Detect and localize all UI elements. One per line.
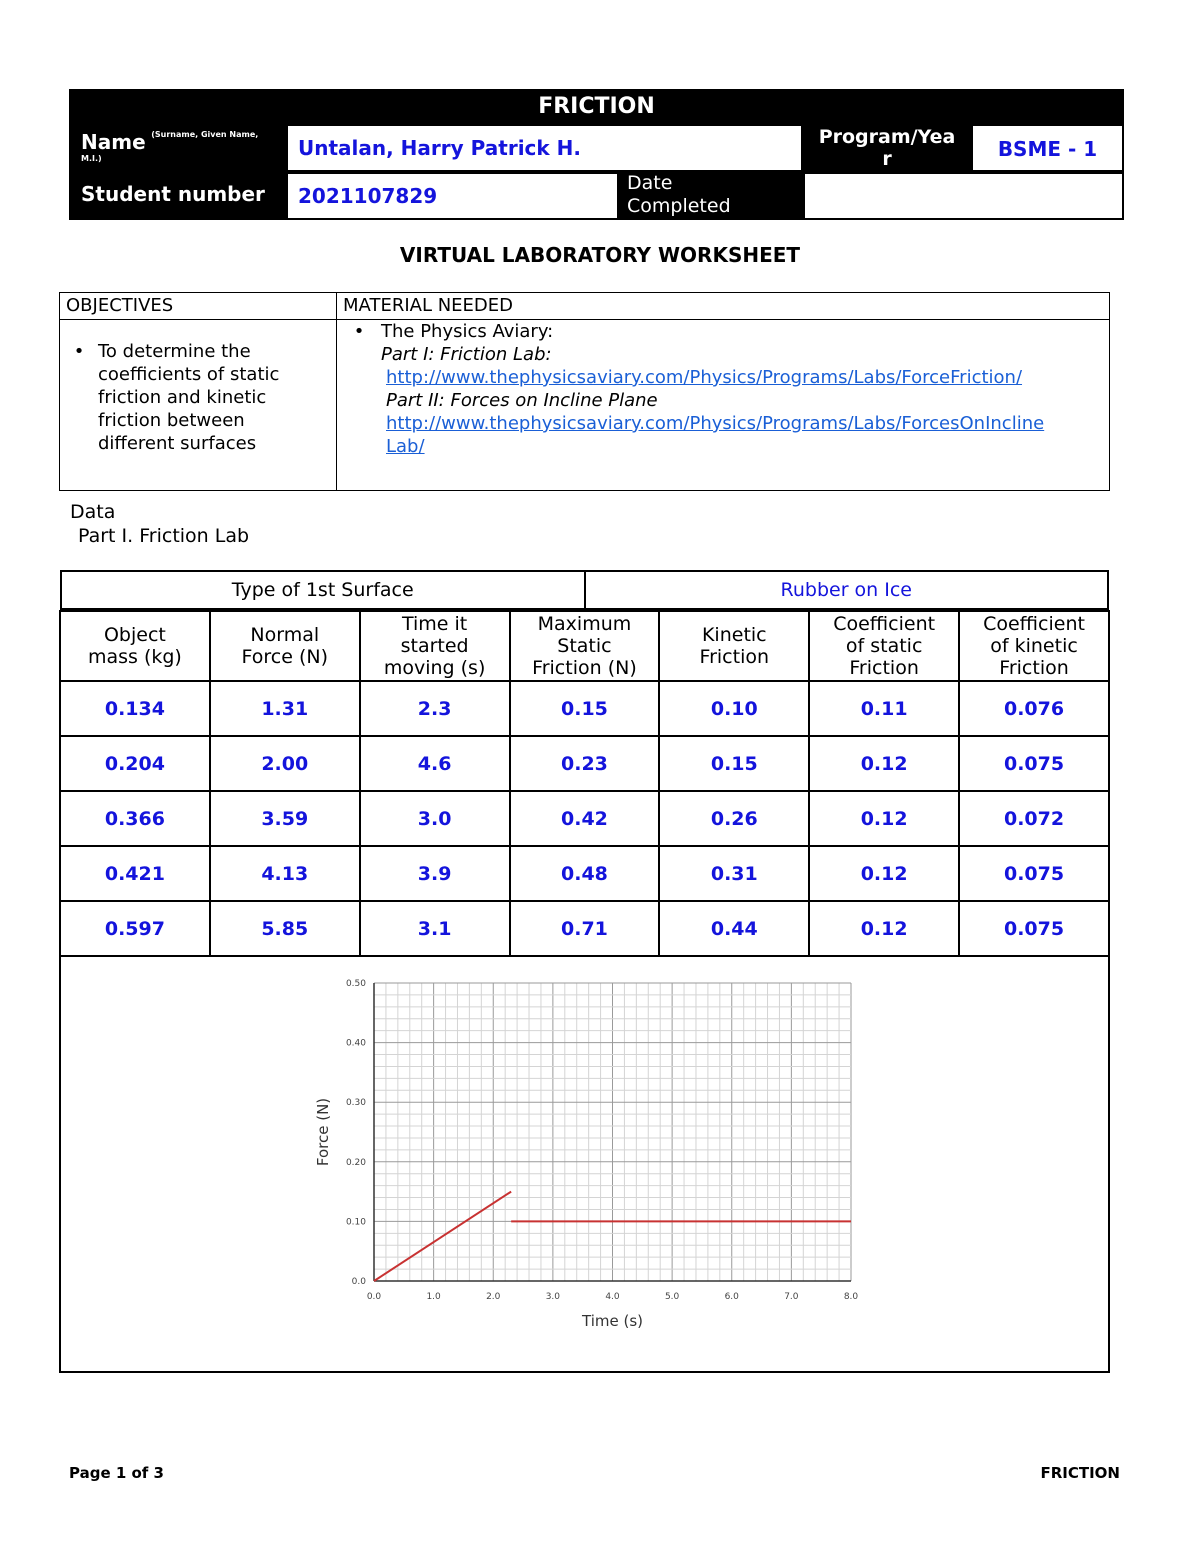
part1-heading: Part I. Friction Lab bbox=[78, 525, 250, 547]
table-cell: 0.134 bbox=[60, 681, 210, 736]
table-row bbox=[60, 736, 1109, 791]
x-tick-label: 5.0 bbox=[664, 1292, 680, 1302]
part1-link[interactable]: http://www.thephysicsaviary.com/Physics/Programs/Labs/ForceFriction/ bbox=[386, 367, 1023, 388]
program-value-cell bbox=[971, 124, 1124, 172]
program-label-line-1: Program/Yea bbox=[818, 126, 956, 148]
materials-heading: MATERIAL NEEDED bbox=[337, 293, 1110, 320]
table-cell: 0.10 bbox=[659, 681, 809, 736]
objectives-text: To determine the coefficients of static friction and kinetic friction between different surfaces bbox=[98, 341, 280, 454]
column-header: Maximum Static Friction (N) bbox=[510, 611, 660, 681]
x-tick-label: 6.0 bbox=[724, 1292, 739, 1302]
y-tick-label: 0.10 bbox=[345, 1217, 366, 1228]
table-cell: 0.072 bbox=[959, 791, 1109, 846]
data-heading: Data bbox=[70, 501, 116, 523]
bullet-icon: • bbox=[353, 321, 365, 342]
bullet-icon: • bbox=[73, 341, 85, 362]
date-label-line-2: Completed bbox=[627, 195, 731, 217]
table-cell: 0.12 bbox=[809, 736, 959, 791]
student-number-label-cell bbox=[69, 172, 286, 220]
table-cell: 0.421 bbox=[60, 846, 210, 901]
name-value-cell bbox=[286, 124, 803, 172]
footer-label: FRICTION bbox=[1040, 1464, 1120, 1482]
table-cell: 0.23 bbox=[510, 736, 660, 791]
column-header: Object mass (kg) bbox=[60, 611, 210, 681]
table-row bbox=[60, 901, 1109, 956]
student-number-value-cell bbox=[286, 172, 619, 220]
table-cell: 0.075 bbox=[959, 901, 1109, 956]
x-tick-label: 7.0 bbox=[784, 1292, 799, 1302]
x-tick-label: 0.0 bbox=[366, 1292, 382, 1302]
table-cell: 3.59 bbox=[210, 791, 360, 846]
table-cell: 0.075 bbox=[959, 736, 1109, 791]
worksheet-title: VIRTUAL LABORATORY WORKSHEET bbox=[399, 243, 801, 267]
table-cell: 4.13 bbox=[210, 846, 360, 901]
program-label-line-2: r bbox=[882, 148, 892, 170]
table-cell: 3.9 bbox=[360, 846, 510, 901]
materials-intro: The Physics Aviary: bbox=[381, 321, 554, 342]
table-cell: 0.075 bbox=[959, 846, 1109, 901]
worksheet-header-title: FRICTION bbox=[69, 89, 1124, 124]
table-cell: 0.366 bbox=[60, 791, 210, 846]
materials-cell bbox=[337, 320, 1110, 491]
materials-text bbox=[381, 320, 1044, 458]
objectives-materials-table bbox=[59, 292, 1110, 491]
table-cell: 0.48 bbox=[510, 846, 660, 901]
table-cell: 0.26 bbox=[659, 791, 809, 846]
y-tick-label: 0.50 bbox=[345, 979, 366, 989]
force-time-chart bbox=[62, 957, 1107, 1367]
table-row bbox=[60, 846, 1109, 901]
table-cell: 0.597 bbox=[60, 901, 210, 956]
table-cell: 0.44 bbox=[659, 901, 809, 956]
table-cell: 0.31 bbox=[659, 846, 809, 901]
program-value: BSME - 1 bbox=[997, 137, 1098, 161]
table-cell: 3.0 bbox=[360, 791, 510, 846]
objectives-heading: OBJECTIVES bbox=[60, 293, 337, 320]
table-cell: 0.204 bbox=[60, 736, 210, 791]
x-tick-label: 3.0 bbox=[545, 1292, 561, 1302]
y-tick-label: 0.20 bbox=[345, 1157, 366, 1168]
part2-link-continued[interactable]: Lab/ bbox=[386, 436, 425, 457]
table-cell: 2.00 bbox=[210, 736, 360, 791]
table-cell: 0.12 bbox=[809, 791, 959, 846]
part1-label: Part I: Friction Lab: bbox=[381, 344, 552, 365]
y-tick-label: 0.30 bbox=[345, 1098, 366, 1109]
x-axis-label: Time (s) bbox=[582, 1312, 643, 1330]
date-label-cell bbox=[619, 172, 803, 220]
name-hint: (Surname, Given Name, M.I.) bbox=[81, 130, 259, 163]
name-label-cell bbox=[69, 124, 286, 172]
table-cell: 0.12 bbox=[809, 846, 959, 901]
table-cell: 0.15 bbox=[659, 736, 809, 791]
table-row bbox=[60, 681, 1109, 736]
column-header: Coefficient of kinetic Friction bbox=[959, 611, 1109, 681]
friction-data-table bbox=[59, 570, 1110, 1373]
column-header: Time it started moving (s) bbox=[360, 611, 510, 681]
table-cell: 0.15 bbox=[510, 681, 660, 736]
table-cell: 0.71 bbox=[510, 901, 660, 956]
y-axis-label: Force (N) bbox=[314, 1097, 332, 1167]
x-tick-label: 1.0 bbox=[426, 1292, 441, 1302]
column-header-row bbox=[60, 611, 1109, 681]
y-tick-label: 0.0 bbox=[351, 1277, 366, 1287]
x-tick-label: 4.0 bbox=[605, 1292, 620, 1302]
data-rows bbox=[60, 681, 1109, 956]
table-cell: 0.42 bbox=[510, 791, 660, 846]
table-cell: 3.1 bbox=[360, 901, 510, 956]
table-cell: 0.12 bbox=[809, 901, 959, 956]
data-section-heading bbox=[70, 500, 249, 548]
table-cell: 2.3 bbox=[360, 681, 510, 736]
column-header: Normal Force (N) bbox=[210, 611, 360, 681]
x-tick-label: 8.0 bbox=[843, 1292, 859, 1302]
table-cell: 5.85 bbox=[210, 901, 360, 956]
date-label-line-1: Date bbox=[627, 172, 673, 194]
surface-value: Rubber on Ice bbox=[585, 571, 1109, 609]
page-number: Page 1 of 3 bbox=[69, 1464, 164, 1482]
surface-label: Type of 1st Surface bbox=[61, 571, 585, 609]
table-cell: 1.31 bbox=[210, 681, 360, 736]
part2-label: Part II: Forces on Incline Plane bbox=[386, 390, 658, 411]
table-row bbox=[60, 791, 1109, 846]
name-label: Name bbox=[81, 130, 146, 154]
student-number-value: 2021107829 bbox=[298, 184, 438, 208]
column-header: Kinetic Friction bbox=[659, 611, 809, 681]
objectives-cell bbox=[60, 320, 337, 491]
x-tick-label: 2.0 bbox=[486, 1292, 501, 1302]
table-cell: 0.11 bbox=[809, 681, 959, 736]
date-value-cell bbox=[803, 172, 1124, 220]
name-value: Untalan, Harry Patrick H. bbox=[298, 136, 581, 160]
y-tick-label: 0.40 bbox=[345, 1038, 366, 1049]
program-label-cell bbox=[803, 124, 971, 172]
student-number-label: Student number bbox=[81, 182, 265, 206]
table-cell: 4.6 bbox=[360, 736, 510, 791]
column-header: Coefficient of static Friction bbox=[809, 611, 959, 681]
table-cell: 0.076 bbox=[959, 681, 1109, 736]
part2-link[interactable]: http://www.thephysicsaviary.com/Physics/Programs/Labs/ForcesOnIncline bbox=[386, 413, 1045, 434]
friction-plot-cell bbox=[60, 956, 1109, 1372]
